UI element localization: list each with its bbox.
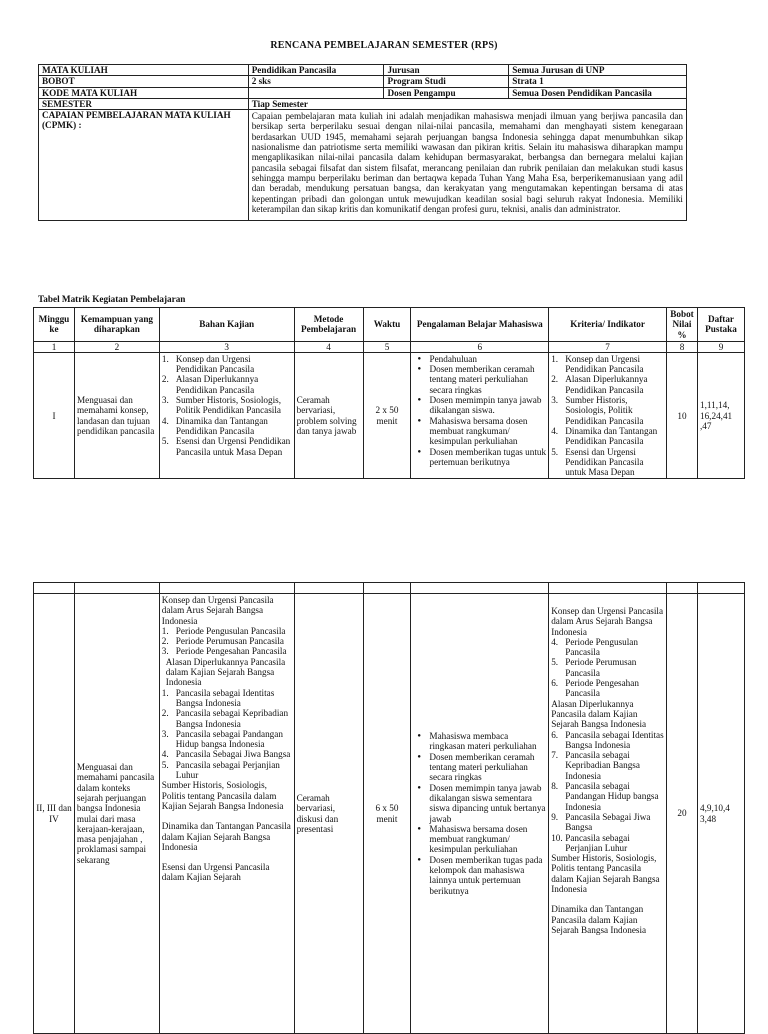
bahan-kajian-cell bbox=[159, 352, 294, 479]
bobot-cell: 10 bbox=[667, 352, 698, 479]
pengalaman-list bbox=[413, 731, 546, 896]
list-item: ● Dosen memberikan ceramah tentang materi perkuliahan secara ringkas bbox=[413, 364, 546, 395]
bahan-esensi: Esensi dan Urgensi Pancasila dalam Kajian Sejarah bbox=[161, 862, 270, 883]
dosen-label: Dosen Pengampu bbox=[384, 87, 509, 98]
list-item: 4. Pancasila Sebagai Jiwa Bangsa bbox=[162, 749, 292, 759]
document-title: RENCANA PEMBELAJARAN SEMESTER (RPS) bbox=[270, 40, 498, 51]
col-number: 8 bbox=[667, 341, 698, 352]
kode-mata-kuliah-value bbox=[248, 87, 384, 98]
semester-label: SEMESTER bbox=[39, 98, 249, 109]
list-item: 6. Periode Pengesahan Pancasila bbox=[551, 678, 664, 699]
header-row bbox=[34, 308, 745, 342]
list-item: 3. Pancasila sebagai Pandangan Hidup bangsa Indonesia bbox=[162, 729, 292, 750]
col-number: 6 bbox=[411, 341, 549, 352]
header-metode: Metode Pembelajaran bbox=[294, 308, 363, 342]
semester-value: Tiap Semester bbox=[248, 98, 686, 109]
kriteria-intro: Konsep dan Urgensi Pancasila dalam Arus Sejarah Bangsa Indonesia bbox=[551, 606, 664, 637]
pengalaman-cell bbox=[411, 352, 549, 479]
col-number: 3 bbox=[159, 341, 294, 352]
header-kriteria: Kriteria/ Indikator bbox=[549, 308, 667, 342]
kriteria-periode-list bbox=[551, 637, 664, 699]
list-item: 10. Pancasila sebagai Perjanjian Luhur bbox=[551, 833, 664, 854]
bahan-intro: Konsep dan Urgensi Pancasila dalam Arus Sejarah Bangsa Indonesia bbox=[161, 595, 274, 626]
kriteria-alasan: Alasan Diperlukannya Pancasila dalam Kajian Sejarah Bangsa Indonesia bbox=[551, 698, 647, 730]
list-item: 8. Pancasila sebagai Pandangan Hidup bangsa Indonesia bbox=[551, 781, 664, 812]
pengalaman-list bbox=[413, 354, 546, 467]
matrix-caption: Tabel Matrik Kegiatan Pembelajaran bbox=[38, 294, 186, 304]
list-item: ● Dosen memimpin tanya jawab dikalangan siswa sementara siswa dipancing untuk bertanya jawab bbox=[413, 783, 546, 824]
periode-list bbox=[162, 626, 292, 657]
jurusan-value: Semua Jurusan di UNP bbox=[509, 65, 687, 76]
empty-cell bbox=[667, 583, 698, 594]
kemampuan-cell: Menguasai dan memahami pancasila dalam konteks sejarah perjuangan bangsa Indonesia mulai dari masa kerajaan-kerajaan, masa penjajahan , proklamasi sampai sekarang bbox=[74, 594, 159, 1034]
bobot-value: 2 sks bbox=[248, 76, 384, 87]
header-pustaka: Daftar Pustaka bbox=[697, 308, 744, 342]
list-item: 6. Pancasila sebagai Identitas Bangsa Indonesia bbox=[551, 730, 664, 751]
empty-cell bbox=[411, 583, 549, 594]
dosen-value: Semua Dosen Pendidikan Pancasila bbox=[509, 87, 687, 98]
col-number: 5 bbox=[363, 341, 411, 352]
list-item: 5. Pancasila sebagai Perjanjian Luhur bbox=[162, 760, 292, 781]
empty-cell bbox=[74, 583, 159, 594]
bahan-alasan: Alasan Diperlukannya Pancasila dalam Kajian Sejarah Bangsa Indonesia bbox=[165, 656, 286, 688]
activity-matrix-table bbox=[33, 307, 745, 479]
mata-kuliah-label: MATA KULIAH bbox=[39, 65, 249, 76]
bahan-kajian-cell bbox=[159, 594, 294, 1034]
metode-cell: Ceramah bervariasi, problem solving dan tanya jawab bbox=[294, 352, 363, 479]
list-item: 1. Konsep dan Urgensi Pendidikan Pancasila bbox=[551, 354, 664, 375]
empty-cell bbox=[697, 583, 744, 594]
list-item: 5. Periode Perumusan Pancasila bbox=[551, 657, 664, 678]
kriteria-dinamika: Dinamika dan Tantangan Pancasila dalam Kajian Sejarah Bangsa Indonesia bbox=[551, 904, 647, 935]
table-row bbox=[34, 594, 745, 1034]
course-info-table bbox=[38, 64, 687, 221]
table-row bbox=[34, 352, 745, 479]
list-item: 9. Pancasila Sebagai Jiwa Bangsa bbox=[551, 812, 664, 833]
list-item: ● Dosen memberikan ceramah tentang materi perkuliahan secara ringkas bbox=[413, 752, 546, 783]
cpmk-label: CAPAIAN PEMBELAJARAN MATA KULIAH (CPMK) : bbox=[39, 110, 249, 221]
kriteria-sumber: Sumber Historis, Sosiologis, Politis tentang Pancasila dalam Kajian Sejarah Bangsa Indonesia bbox=[551, 853, 660, 895]
list-item: 2. Alasan Diperlukannya Pendidikan Pancasila bbox=[162, 374, 292, 395]
pustaka-cell: 4,9,10,4 3,48 bbox=[697, 594, 744, 1034]
list-item: 2. Alasan Diperlukannya Pendidikan Pancasila bbox=[551, 374, 664, 395]
list-item: ● Dosen memberikan tugas pada kelompok dan mahasiswa lainnya untuk pertemuan berikutnya bbox=[413, 855, 546, 896]
header-bahan-kajian: Bahan Kajian bbox=[159, 308, 294, 342]
bobot-cell: 20 bbox=[667, 594, 698, 1034]
list-item: 3. Sumber Historis, Sosiologis, Politik Pendidikan Pancasila bbox=[162, 395, 292, 416]
waktu-cell: 6 x 50 menit bbox=[363, 594, 411, 1034]
mata-kuliah-value: Pendidikan Pancasila bbox=[248, 65, 384, 76]
list-item: ● Dosen memberikan tugas untuk pertemuan berikutnya bbox=[413, 447, 546, 468]
col-number: 2 bbox=[74, 341, 159, 352]
list-item: 4. Dinamika dan Tantangan Pendidikan Pancasila bbox=[551, 426, 664, 447]
metode-cell: Ceramah bervariasi, diskusi dan presentasi bbox=[294, 594, 363, 1034]
list-item: ● Mahasiswa membaca ringkasan materi perkuliahan bbox=[413, 731, 546, 752]
list-item: ● Mahasiswa bersama dosen membuat rangkuman/ kesimpulan perkuliahan bbox=[413, 416, 546, 447]
empty-header-row bbox=[34, 583, 745, 594]
col-number: 4 bbox=[294, 341, 363, 352]
bahan-dinamika: Dinamika dan Tantangan Pancasila dalam Kajian Sejarah Bangsa Indonesia bbox=[161, 821, 291, 852]
empty-cell bbox=[159, 583, 294, 594]
kriteria-list bbox=[551, 354, 664, 478]
bahan-sumber: Sumber Historis, Sosiologis, Politis tentang Pancasila dalam Kajian Sejarah Bangsa Indonesia bbox=[161, 780, 284, 811]
col-number: 1 bbox=[34, 341, 75, 352]
waktu-cell: 2 x 50 menit bbox=[363, 352, 411, 479]
list-item: ● Dosen memimpin tanya jawab dikalangan siswa. bbox=[413, 395, 546, 416]
bahan-kajian-list bbox=[162, 354, 292, 457]
kode-mata-kuliah-label: KODE MATA KULIAH bbox=[39, 87, 249, 98]
list-item: 1. Pancasila sebagai Identitas Bangsa Indonesia bbox=[162, 688, 292, 709]
list-item: 2. Periode Perumusan Pancasila bbox=[162, 636, 292, 646]
col-number: 7 bbox=[549, 341, 667, 352]
empty-cell bbox=[294, 583, 363, 594]
kriteria-cell bbox=[549, 594, 667, 1034]
list-item: 4. Periode Pengusulan Pancasila bbox=[551, 637, 664, 658]
list-item: 1. Periode Pengusulan Pancasila bbox=[162, 626, 292, 636]
list-item: 5. Esensi dan Urgensi Pendidikan Pancasila untuk Masa Depan bbox=[551, 447, 664, 478]
empty-cell bbox=[363, 583, 411, 594]
list-item: 3. Periode Pengesahan Pancasila bbox=[162, 646, 292, 656]
header-waktu: Waktu bbox=[363, 308, 411, 342]
pengalaman-cell bbox=[411, 594, 549, 1034]
list-item: 2. Pancasila sebagai Kepribadian Bangsa Indonesia bbox=[162, 708, 292, 729]
header-minggu: Minggu ke bbox=[34, 308, 75, 342]
jurusan-label: Jurusan bbox=[384, 65, 509, 76]
list-item: 4. Dinamika dan Tantangan Pendidikan Pancasila bbox=[162, 416, 292, 437]
list-item: 5. Esensi dan Urgensi Pendidikan Pancasila untuk Masa Depan bbox=[162, 436, 292, 457]
cpmk-description: Capaian pembelajaran mata kuliah ini adalah menjadikan mahasiswa menjadi ilmuan yang berjiwa pancasila dan bersikap serta berperilaku sesuai dengan nilai-nilai pancasila, memahami dan menghayati sistem kenegaraan berdasarkan UUD 1945, memahami sejarah perjuangan bangsa Indonesia sehingga dapat menumbuhkan sikap nasionalisme dan patriotisme serta memiliki wawasan dan pikiran kritis. Selain itu mahasiswa diharapkan mampu mengaplikasikan nilai-nilai pancasila dalam kehidupan bermasyarakat, berbangsa dan bernegara melalui kajian pancasila sebagai filsafat dan sistem filsafat, merancang penilaian dan rubrik penilaian dan melakukan studi kasus sehingga mampu berperilaku beriman dan bertaqwa kepada Tuhan Yang Maha Esa, berperikemanusiaan yang adil dan beradab, mendukung persatuan bangsa, dan kerakyatan yang mengutamakan kepentingan bersama di atas kepentingan pribadi dan golongan untuk mewujudkan keadilan sosial bagi seluruh rakyat Indonesia. Memiliki keterampilan dan sikap kritis dan komunikatif dengan profesi guru, teknisi, analis dan administrator. bbox=[248, 110, 686, 221]
minggu-cell: I bbox=[34, 352, 75, 479]
list-item: 7. Pancasila sebagai Kepribadian Bangsa Indonesia bbox=[551, 750, 664, 781]
header-bobot: Bobot Nilai % bbox=[667, 308, 698, 342]
header-kemampuan: Kemampuan yang diharapkan bbox=[74, 308, 159, 342]
header-pengalaman: Pengalaman Belajar Mahasiswa bbox=[411, 308, 549, 342]
list-item: ● Pendahuluan bbox=[413, 354, 546, 364]
list-item: 3. Sumber Historis, Sosiologis, Politik Pendidikan Pancasila bbox=[551, 395, 664, 426]
program-studi-value: Strata 1 bbox=[509, 76, 687, 87]
list-item: ● Mahasiswa bersama dosen membuat rangkuman/ kesimpulan perkuliahan bbox=[413, 824, 546, 855]
identitas-list bbox=[162, 688, 292, 781]
minggu-cell: II, III dan IV bbox=[34, 594, 75, 1034]
kriteria-cell bbox=[549, 352, 667, 479]
empty-cell bbox=[549, 583, 667, 594]
program-studi-label: Program Studi bbox=[384, 76, 509, 87]
empty-cell bbox=[34, 583, 75, 594]
activity-matrix-table-continued bbox=[33, 582, 745, 1034]
column-number-row bbox=[34, 341, 745, 352]
bobot-label: BOBOT bbox=[39, 76, 249, 87]
kemampuan-cell: Menguasai dan memahami konsep, landasan dan tujuan pendidikan pancasila bbox=[74, 352, 159, 479]
pustaka-cell: 1,11,14, 16,24,41 ,47 bbox=[697, 352, 744, 479]
list-item: 1. Konsep dan Urgensi Pendidikan Pancasila bbox=[162, 354, 292, 375]
col-number: 9 bbox=[697, 341, 744, 352]
kriteria-identitas-list bbox=[551, 730, 664, 854]
